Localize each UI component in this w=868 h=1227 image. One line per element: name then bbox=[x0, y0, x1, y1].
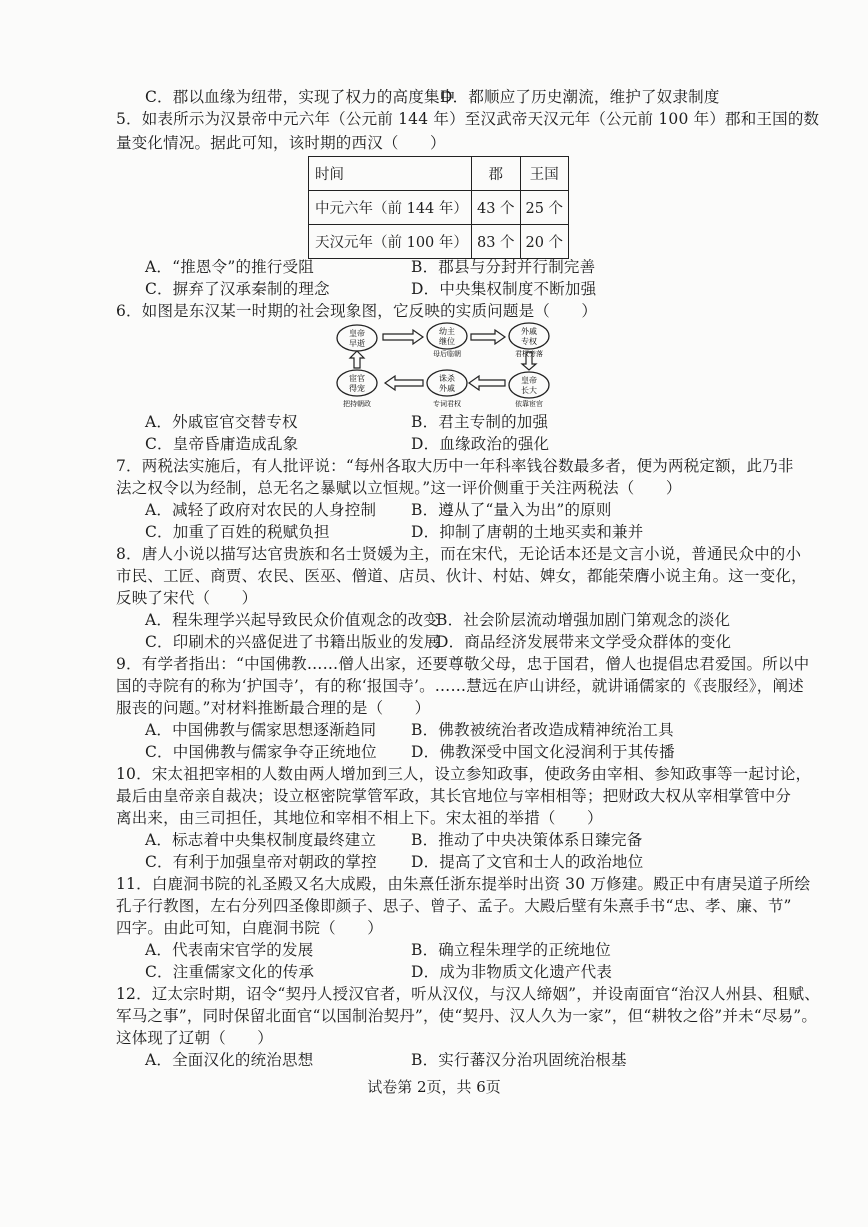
q7-option-a: A．减轻了政府对农民的人身控制 bbox=[145, 501, 377, 519]
q5-option-c: C．摒弃了汉承秦制的理念 bbox=[145, 280, 330, 298]
q9-stem-line2: 国的寺院有的称为‘护国寺’，有的称‘报国寺’。……慧远在庐山讲经，就讲诵儒家的《丧服经》，阐述 bbox=[116, 677, 804, 695]
option-d-prev: D．都顺应了历史潮流，维护了奴隶制度 bbox=[440, 88, 720, 106]
q9-option-b: B．佛教被统治者改造成精神统治工具 bbox=[411, 721, 674, 739]
q6-option-c: C．皇帝昏庸造成乱象 bbox=[145, 435, 299, 453]
q10-option-c: C．有利于加强皇帝对朝政的掌控 bbox=[145, 853, 377, 871]
q12-option-b: B．实行蕃汉分治巩固统治根基 bbox=[411, 1051, 627, 1069]
q9-option-c: C．中国佛教与儒家争夺正统地位 bbox=[145, 743, 377, 761]
q6-option-d: D．血缘政治的强化 bbox=[411, 435, 550, 453]
node-text: 外戚 bbox=[439, 384, 455, 393]
table-row bbox=[309, 225, 569, 259]
q8-option-a: A．程朱理学兴起导致民众价值观念的改变 bbox=[145, 611, 439, 629]
q5-stem-line1: 5．如表所示为汉景帝中元六年（公元前 144 年）至汉武帝天汉元年（公元前 100 年）郡和王国的数 bbox=[116, 110, 820, 128]
page-footer: 试卷第 2页，共 6页 bbox=[367, 1078, 501, 1096]
table-header-cell: 时间 bbox=[309, 157, 472, 191]
q12-stem-line2: 军马之事”，同时保留北面官“以国制治契丹”，使“契丹、汉人久为一家”，但“耕牧之俗”并未“尽易”。 bbox=[116, 1007, 818, 1025]
q8-option-b: B．社会阶层流动增强加剧门第观念的淡化 bbox=[436, 611, 731, 629]
table-cell: 中元六年（前 144 年） bbox=[309, 191, 472, 225]
q10-stem-line2: 最后由皇帝亲自裁决；设立枢密院掌管军政，其长官地位与宰相相等；把财政大权从宰相掌管中分 bbox=[116, 787, 792, 805]
q11-option-a: A．代表南宋官学的发展 bbox=[145, 941, 314, 959]
option-c-prev: C．郡以血缘为纽带，实现了权力的高度集中 bbox=[145, 88, 456, 106]
q5-option-a: A．“推恩令”的推行受阻 bbox=[145, 258, 314, 276]
q12-stem-line3: 这体现了辽朝（ ） bbox=[116, 1029, 274, 1047]
node-text: 专权 bbox=[521, 337, 537, 346]
q6-stem-line1: 6．如图是东汉某一时期的社会现象图，它反映的实质问题是（ ） bbox=[116, 302, 598, 320]
diagram-caption: 专词君权 bbox=[433, 400, 461, 408]
table-cell: 83 个 bbox=[472, 225, 521, 259]
diagram-node bbox=[509, 372, 549, 398]
table-cell: 天汉元年（前 100 年） bbox=[309, 225, 472, 259]
q8-option-d: D．商品经济发展带来文学受众群体的变化 bbox=[436, 633, 732, 651]
node-text: 诛杀 bbox=[439, 374, 455, 383]
q9-stem-line1: 9．有学者指出：“中国佛教……僧人出家，还要尊敬父母，忠于国君，僧人也提倡忠君爱国。所以中 bbox=[116, 655, 810, 673]
node-text: 皇帝 bbox=[521, 376, 537, 385]
diagram-caption: 君权旁落 bbox=[515, 350, 543, 358]
diagram-caption: 把持朝政 bbox=[343, 400, 371, 408]
q12-stem-line1: 12．辽太宗时期，诏令“契丹人授汉官者，听从汉仪，与汉人缔姻”，并设南面官“治汉人州县、租赋、 bbox=[116, 985, 820, 1003]
table-header-cell: 郡 bbox=[472, 157, 521, 191]
table-cell: 25 个 bbox=[520, 191, 569, 225]
table-cell: 20 个 bbox=[520, 225, 569, 259]
q7-option-c: C．加重了百姓的税赋负担 bbox=[145, 523, 330, 541]
q5-option-d: D．中央集权制度不断加强 bbox=[411, 280, 597, 298]
q12-option-a: A．全面汉化的统治思想 bbox=[145, 1051, 314, 1069]
q8-option-c: C．印刷术的兴盛促进了书籍出版业的发展 bbox=[145, 633, 440, 651]
node-text: 早逝 bbox=[349, 339, 365, 348]
q10-stem-line1: 10．宋太祖把宰相的人数由两人增加到三人，设立参知政事，使政务由宰相、参知政事等一起讨论， bbox=[116, 765, 812, 783]
table-header-cell: 王国 bbox=[520, 157, 569, 191]
q7-option-b: B．遵从了“量入为出”的原则 bbox=[411, 501, 612, 519]
q7-stem-line2: 法之权令以为经制，总无名之暴赋以立恒规。”这一评价侧重于关注两税法（ ） bbox=[116, 479, 682, 497]
q11-stem-line2: 孔子行教图，左右分列四圣像即颜子、思子、曾子、孟子。大殿后壁有朱熹手书“忠、孝、廉、节” bbox=[116, 897, 792, 915]
node-text: 外戚 bbox=[521, 327, 537, 336]
q11-option-d: D．成为非物质文化遗产代表 bbox=[411, 963, 613, 981]
q7-stem-line1: 7．两税法实施后，有人批评说：“每州各取大历中一年科率钱谷数最多者，便为两税定额，此乃非 bbox=[116, 457, 794, 475]
q11-stem-line1: 11．白鹿洞书院的礼圣殿又名大成殿，由朱熹任浙东提举时出资 30 万修建。殿正中有唐吴道子所绘 bbox=[116, 875, 811, 893]
node-text: 得宠 bbox=[349, 384, 365, 393]
diagram-node bbox=[427, 370, 467, 396]
diagram-caption: 母后临朝 bbox=[433, 350, 461, 358]
node-text: 继位 bbox=[439, 337, 455, 346]
q9-option-d: D．佛教深受中国文化浸润利于其传播 bbox=[411, 743, 675, 761]
q10-option-b: B．推动了中央决策体系日臻完备 bbox=[411, 831, 643, 849]
q8-stem-line2: 市民、工匠、商贾、农民、医巫、僧道、店员、伙计、村姑、婢女，都能荣膺小说主角。这一变化， bbox=[116, 567, 807, 585]
q7-option-d: D．抑制了唐朝的土地买卖和兼并 bbox=[411, 523, 644, 541]
q10-stem-line3: 离出来，由三司担任，其地位和宰相不相上下。宋太祖的举措（ ） bbox=[116, 809, 603, 827]
diagram-node bbox=[337, 370, 377, 396]
q6-cycle-diagram bbox=[335, 322, 567, 410]
diagram-node bbox=[337, 325, 377, 351]
q5-option-b: B．郡县与分封并行制完善 bbox=[411, 258, 596, 276]
diagram-node bbox=[509, 323, 549, 349]
q11-option-b: B．确立程朱理学的正统地位 bbox=[411, 941, 611, 959]
q8-stem-line1: 8．唐人小说以描写达官贵族和名士贤媛为主，而在宋代，无论话本还是文言小说，普通民众中的小 bbox=[116, 545, 802, 563]
node-text: 长大 bbox=[521, 386, 537, 395]
diagram-caption: 依靠宦官 bbox=[515, 400, 543, 408]
q9-option-a: A．中国佛教与儒家思想逐渐趋同 bbox=[145, 721, 377, 739]
q5-table bbox=[308, 156, 569, 259]
q11-option-c: C．注重儒家文化的传承 bbox=[145, 963, 315, 981]
table-cell: 43 个 bbox=[472, 191, 521, 225]
diagram-node bbox=[427, 323, 467, 349]
table-row bbox=[309, 191, 569, 225]
node-text: 宦官 bbox=[349, 374, 365, 383]
q6-option-b: B．君主专制的加强 bbox=[411, 413, 549, 431]
node-text: 幼主 bbox=[439, 327, 455, 336]
table-header-row bbox=[309, 157, 569, 191]
q8-stem-line3: 反映了宋代（ ） bbox=[116, 589, 258, 607]
q9-stem-line3: 服丧的问题。”对材料推断最合理的是（ ） bbox=[116, 699, 431, 717]
q10-option-d: D．提高了文官和士人的政治地位 bbox=[411, 853, 644, 871]
q6-option-a: A．外戚宦官交替专权 bbox=[145, 413, 298, 431]
node-text: 皇帝 bbox=[349, 329, 365, 338]
q11-stem-line3: 四字。由此可知，白鹿洞书院（ ） bbox=[116, 919, 383, 937]
q5-stem-line2: 量变化情况。据此可知，该时期的西汉（ ） bbox=[116, 134, 446, 152]
q10-option-a: A．标志着中央集权制度最终建立 bbox=[145, 831, 377, 849]
